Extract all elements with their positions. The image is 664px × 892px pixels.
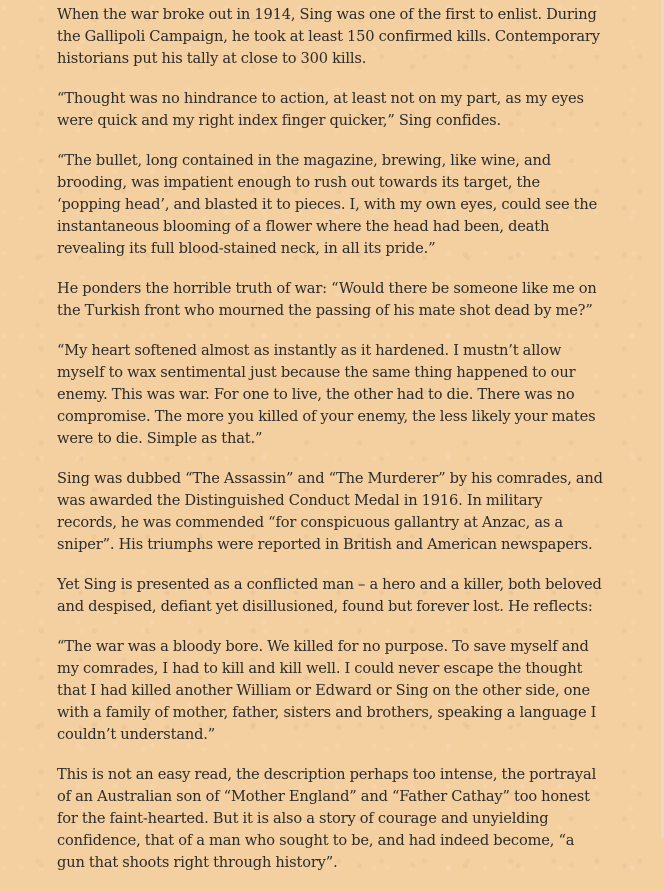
paragraph-conflicted-man: Yet Sing is presented as a conflicted man – a hero and a killer, both beloved and despised, defiant yet disillusioned, found but forever lost. He reflects: <box>57 576 602 615</box>
paragraph-review-conclusion: This is not an easy read, the description perhaps too intense, the portrayal of an Australian son of “Mother England” and “Father Cathay” too honest for the faint-hearted. But it is also a story of courage and unyielding confidence, that of a man who sought to be, and had indeed become, “a gun that shoots right through history”. <box>57 766 597 871</box>
paragraph-quote-bullet: “The bullet, long contained in the magazine, brewing, like wine, and brooding, was impatient enough to rush out towards its target, the ‘popping head’, and blasted it to pieces. I, with my own eyes, could see the instantaneous blooming of a flower where the head had been, death revealing its full blood-stained neck, in all its pride.” <box>57 152 598 257</box>
paragraph-quote-thought: “Thought was no hindrance to action, at least not on my part, as my eyes were quick and my right index finger quicker,” Sing confides. <box>57 90 584 129</box>
paragraph-enlistment: When the war broke out in 1914, Sing was one of the first to enlist. During the Gallipoli Campaign, he took at least 150 confirmed kills. Contemporary historians put his tally at close to 300 kills. <box>57 6 600 67</box>
paragraph-nicknames: Sing was dubbed “The Assassin” and “The Murderer” by his comrades, and was awarded the Distinguished Conduct Medal in 1916. In military records, he was commended “for conspicuous gallantry at Anzac, as a sniper”. His triumphs were reported in British and American newspapers. <box>57 470 603 553</box>
paragraph-truth-of-war: He ponders the horrible truth of war: “Would there be someone like me on the Turkish front who mourned the passing of his mate shot dead by me?” <box>57 280 597 319</box>
paragraph-quote-heart: “My heart softened almost as instantly as it hardened. I mustn’t allow myself to wax sentimental just because the same thing happened to our enemy. This was war. For one to live, the other had to die. There was no compromise. The more you killed of your enemy, the less likely your mates were to die. Simple as that.” <box>57 342 596 447</box>
article-body <box>57 4 605 892</box>
paragraph-quote-bloody-bore: “The war was a bloody bore. We killed for no purpose. To save myself and my comrades, I had to kill and kill well. I could never escape the thought that I had killed another William or Edward or Sing on the other side, one with a family of mother, father, sisters and brothers, speaking a language I couldn’t understand.” <box>57 638 597 743</box>
